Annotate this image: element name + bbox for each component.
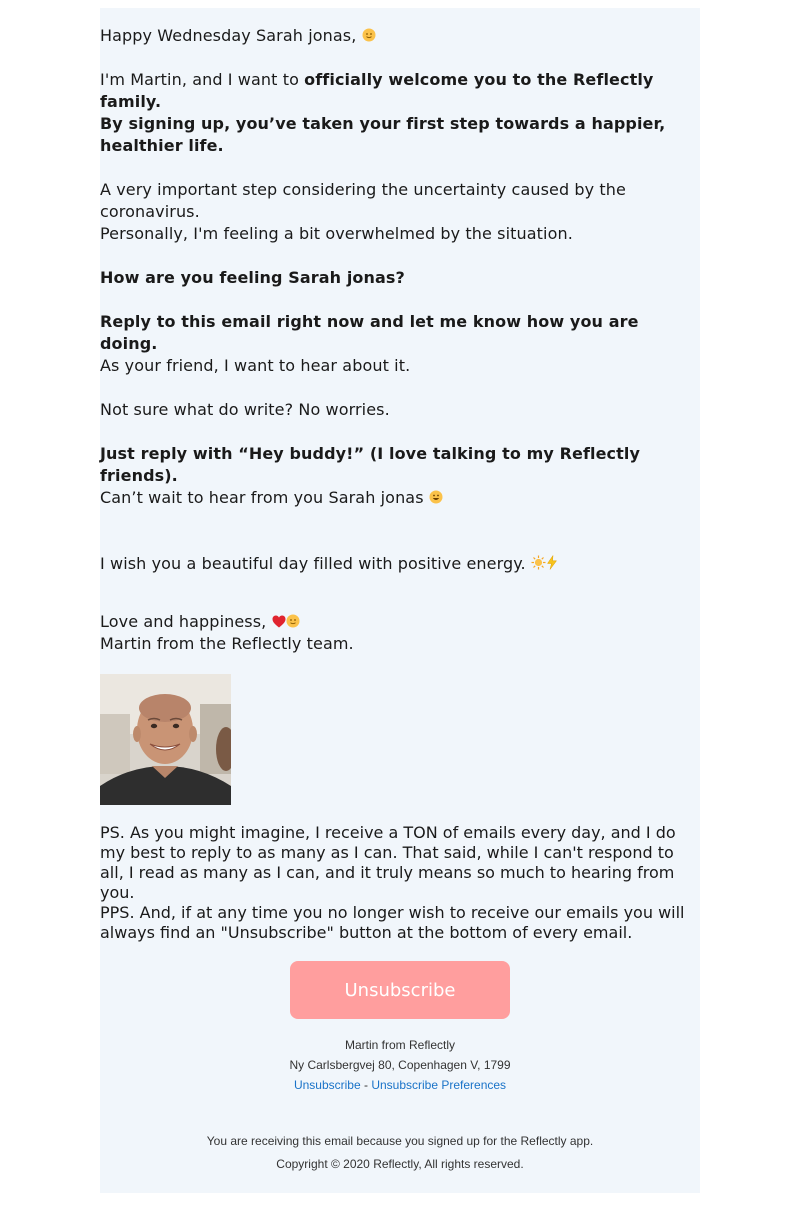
smile-emoji-icon <box>362 26 376 48</box>
footer-address: Ny Carlsbergvej 80, Copenhagen V, 1799 <box>289 1058 511 1072</box>
footer-link-separator: - <box>363 1078 368 1092</box>
footer-reason: You are receiving this email because you signed up for the Reflectly app. <box>206 1134 594 1148</box>
heart-emoji-icon <box>272 612 286 634</box>
footer-unsubscribe-link[interactable]: Unsubscribe <box>293 1078 361 1092</box>
intro-line <box>100 69 700 113</box>
greeting-text: Happy Wednesday Sarah jonas, <box>100 26 357 45</box>
just-reply-text: Just reply with “Hey buddy!” (I love talking to my Reflectly friends). <box>100 444 640 485</box>
pps-text: PPS. And, if at any time you no longer wish to receive our emails you will always find an "Unsubscribe" button at the bottom of every email. <box>100 903 685 942</box>
first-step-line-1: By signing up, you’ve taken your first step towards a happier, <box>100 114 666 133</box>
unsubscribe-button[interactable]: Unsubscribe <box>290 961 510 1019</box>
blush-emoji-icon <box>286 612 300 634</box>
footer-copyright: Copyright © 2020 Reflectly, All rights reserved. <box>276 1157 524 1171</box>
wish-text: I wish you a beautiful day filled with positive energy. <box>100 554 526 573</box>
cant-wait-text: Can’t wait to hear from you Sarah jonas <box>100 488 424 507</box>
love-line <box>100 611 700 634</box>
first-step-line-2: healthier life. <box>100 136 224 155</box>
how-feeling-text: How are you feeling Sarah jonas? <box>100 268 405 287</box>
ps-text: PS. As you might imagine, I receive a TON of emails every day, and I do my best to reply to as many as I can. That said, while I can't respond to all, I read as many as I can, and it truly means so much to hearing from you. <box>100 823 676 902</box>
as-friend-text: As your friend, I want to hear about it. <box>100 356 411 375</box>
wish-line <box>100 553 700 576</box>
intro-plain-text: I'm Martin, and I want to <box>100 70 305 89</box>
first-step-paragraph <box>100 113 700 157</box>
martin-photo <box>100 674 231 805</box>
footer-preferences-link[interactable]: Unsubscribe Preferences <box>371 1078 507 1092</box>
greeting-line <box>100 25 700 48</box>
important-step-text: A very important step considering the uncertainty caused by the coronavirus. <box>100 180 626 221</box>
grin-emoji-icon <box>429 488 443 510</box>
cant-wait-line <box>100 487 700 510</box>
sun-emoji-icon <box>531 554 546 576</box>
intro-bold-text: officially welcome you to the Reflectly family. <box>100 70 654 111</box>
personally-text: Personally, I'm feeling a bit overwhelmed by the situation. <box>100 224 573 243</box>
footer-links <box>100 1075 700 1095</box>
not-sure-text: Not sure what do write? No worries. <box>100 400 390 419</box>
lightning-emoji-icon <box>546 554 558 576</box>
love-text: Love and happiness, <box>100 612 267 631</box>
reply-now-text: Reply to this email right now and let me know how you are doing. <box>100 312 639 353</box>
signature-text: Martin from the Reflectly team. <box>100 634 354 653</box>
footer-sender: Martin from Reflectly <box>344 1038 456 1052</box>
